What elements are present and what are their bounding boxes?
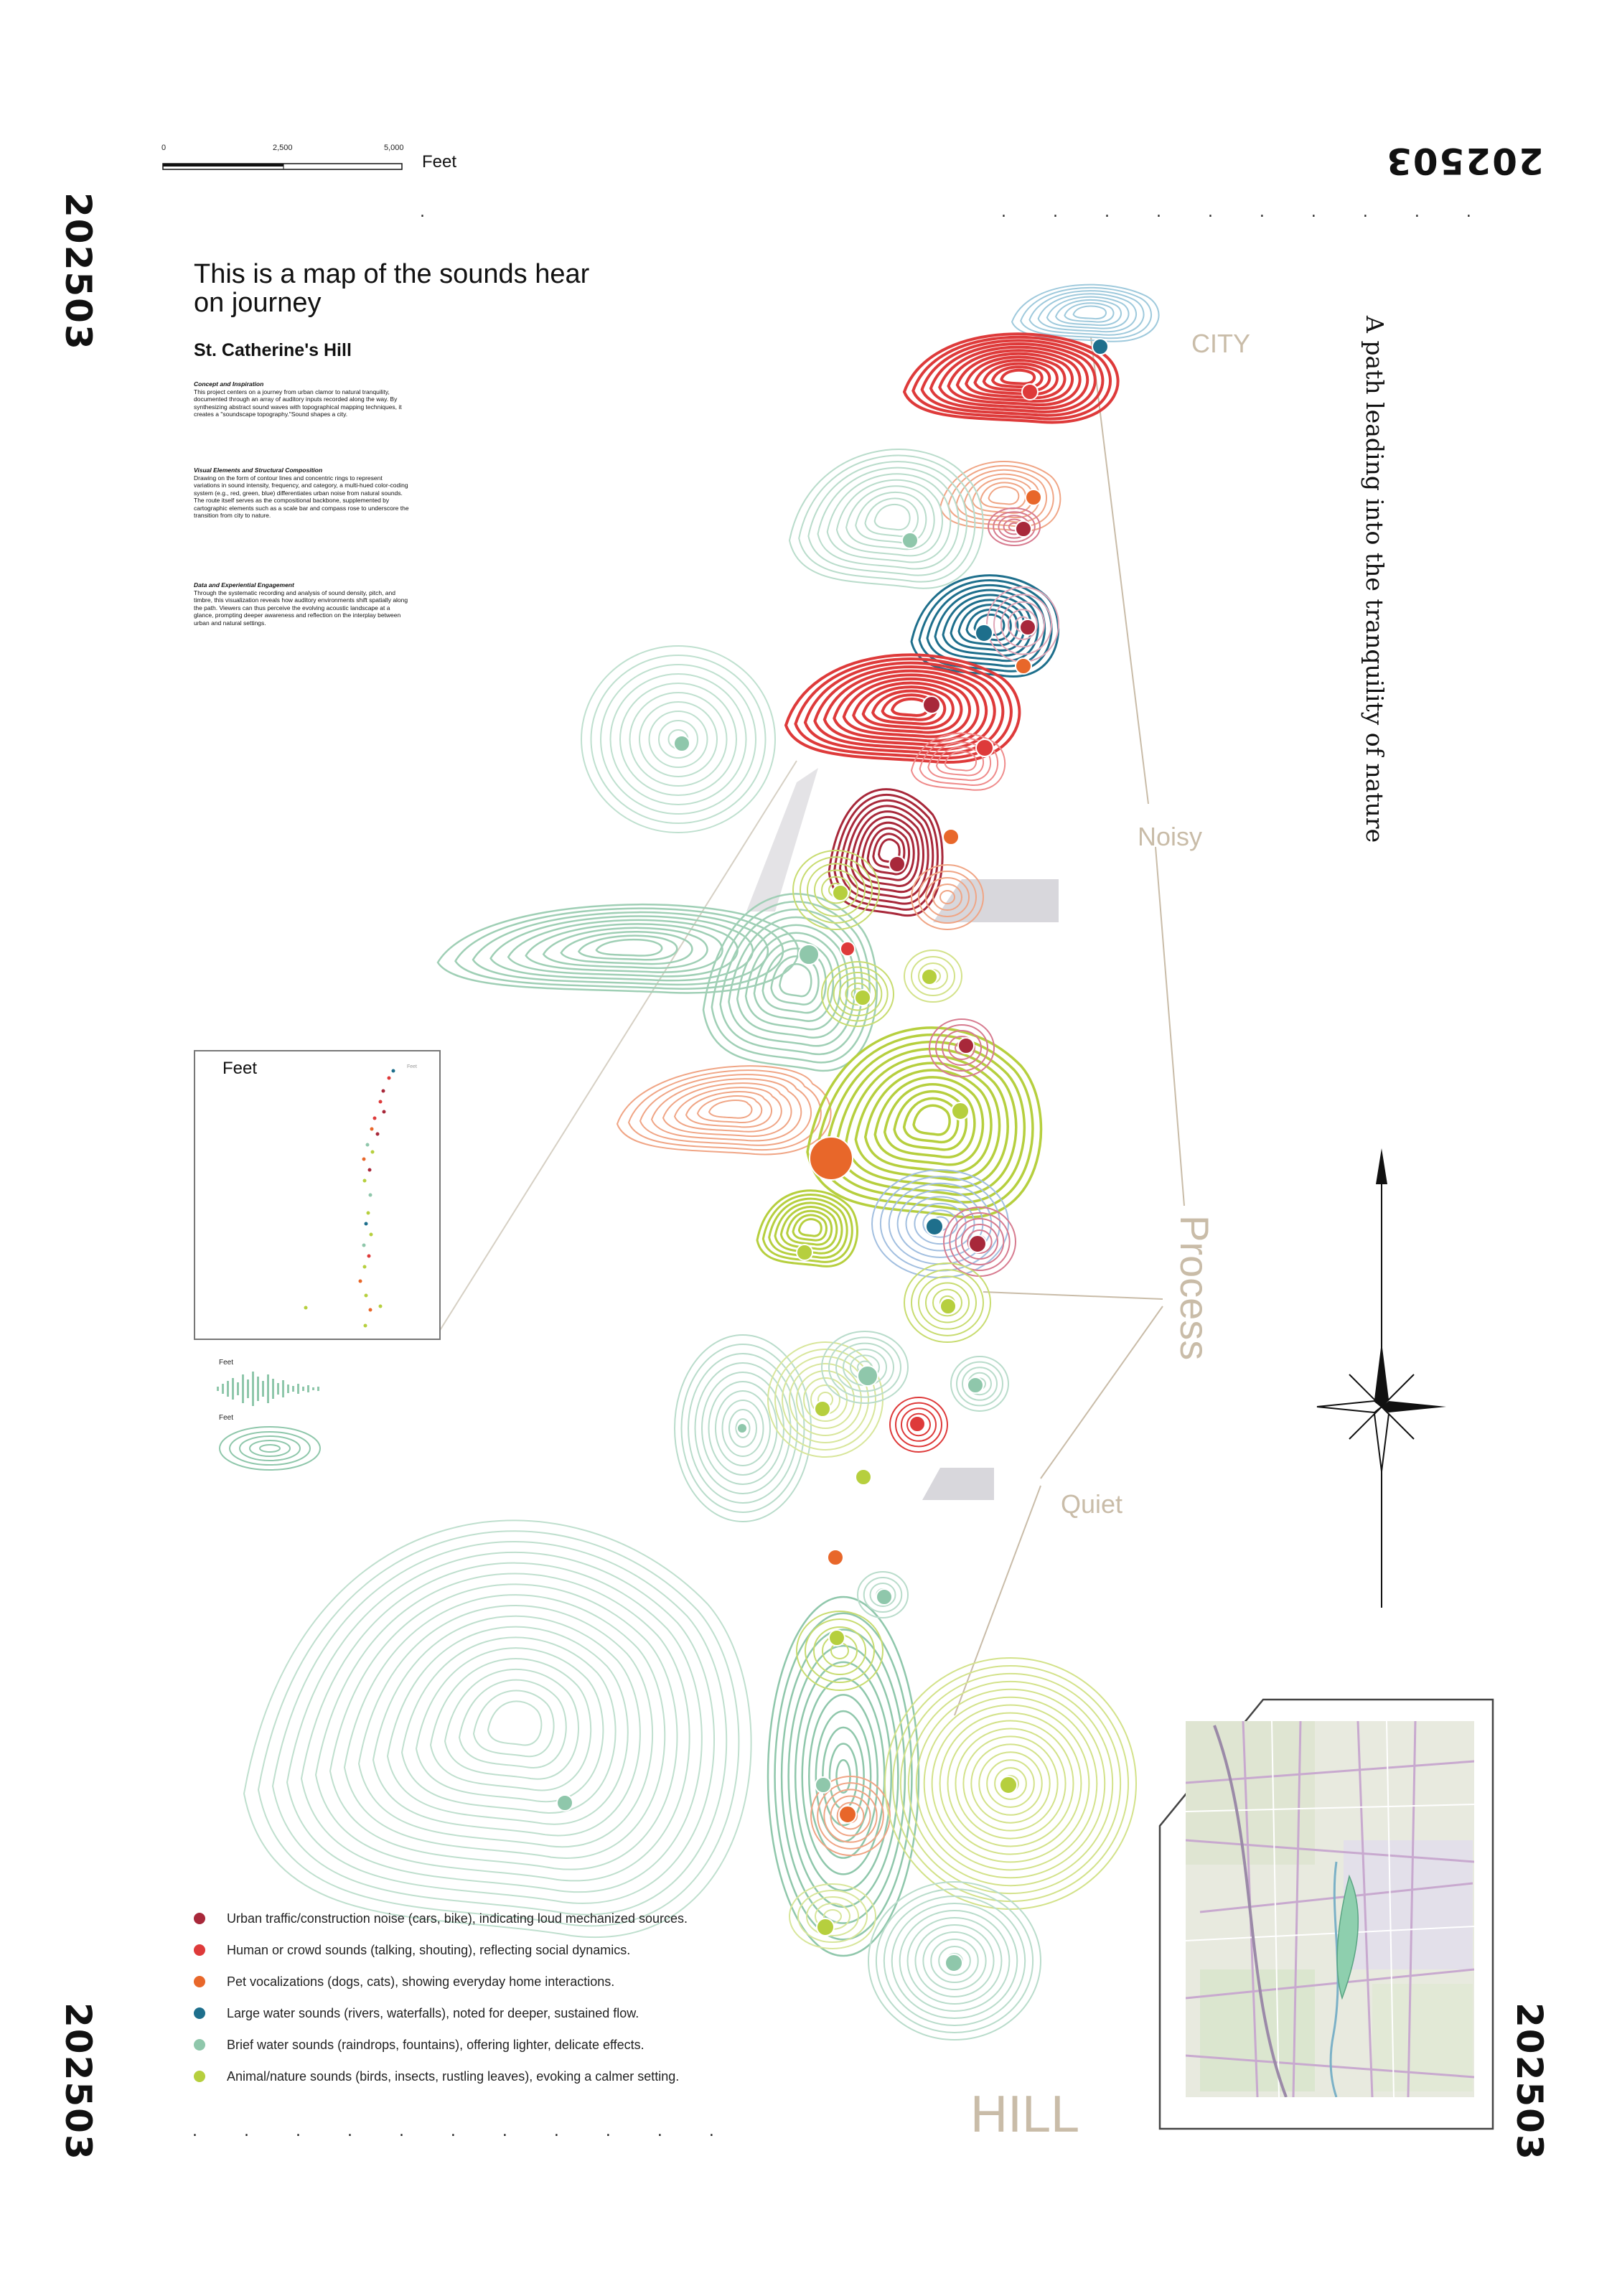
sound-point — [967, 1377, 983, 1393]
contour-ring — [789, 449, 983, 589]
sound-point — [799, 945, 819, 965]
inset-corner-label: Feet — [407, 1064, 418, 1069]
dot-row-bottom-left: . . . . . . . . . . . — [192, 2122, 735, 2140]
wave-bar — [217, 1387, 219, 1391]
contour-ring — [782, 1356, 868, 1443]
wave-bar — [297, 1384, 299, 1394]
inset-point — [369, 1194, 372, 1197]
wave-bar — [257, 1377, 259, 1401]
section-3-body: Through the systematic recording and analysis of sound density, pitch, and timbre, this visualization reveals how auditory environments shift spatially along the path. Viewers can thus perceive the evolving acoustic landscape at a glance, prompting deeper awareness and reflection on the interplay between urban and natural settings. — [194, 589, 408, 627]
legend-text-large-water: Large water sounds (rivers, waterfalls), noted for deeper, sustained flow. — [227, 2005, 639, 2020]
map-subtitle: St. Catherine's Hill — [194, 340, 352, 360]
contour-ring — [416, 1648, 603, 1801]
code-stamp-bottom-left: 202503 — [57, 2002, 99, 2161]
wave-bar — [312, 1387, 314, 1390]
inset-point — [364, 1324, 367, 1328]
inset-point — [369, 1308, 372, 1312]
sound-point — [737, 1423, 747, 1433]
inset-point — [367, 1212, 370, 1215]
wave-bar — [247, 1379, 249, 1398]
contour-ring — [316, 1574, 690, 1881]
contour-ring — [989, 487, 1019, 504]
contour-pet-band — [617, 1066, 831, 1154]
contour-pale-blue-city — [1012, 285, 1159, 342]
route-line — [1091, 337, 1148, 804]
contour-ring — [438, 904, 798, 993]
route-line — [1156, 847, 1184, 1206]
reference-street-map — [1157, 1697, 1496, 2132]
sound-point — [815, 1401, 830, 1417]
wave-bar — [287, 1384, 289, 1393]
legend-swatch-brief-water — [194, 2039, 205, 2051]
legend-text-urban: Urban traffic/construction noise (cars, bike), indicating loud mechanized sources. — [227, 1911, 688, 1926]
inset-point — [359, 1280, 362, 1283]
inset-point — [382, 1090, 385, 1093]
sound-point — [922, 969, 937, 985]
contour-ring — [543, 928, 707, 968]
inset-point — [362, 1244, 366, 1247]
inset-point — [362, 1158, 366, 1161]
sound-point — [902, 533, 918, 548]
sound-point — [940, 1298, 956, 1314]
route-line — [983, 1292, 1163, 1299]
inset-point — [367, 1255, 371, 1258]
contour-ring — [914, 1105, 950, 1135]
inset-point — [363, 1265, 367, 1269]
contour-water-brief-upper — [789, 449, 983, 589]
legend-item-large-water — [194, 2002, 639, 2024]
contour-ring — [488, 1701, 541, 1745]
sound-point — [858, 1366, 878, 1386]
wave-bar — [272, 1379, 274, 1399]
inset-point — [365, 1294, 368, 1298]
sound-point — [674, 736, 690, 751]
contour-ring — [885, 1084, 975, 1158]
sound-point — [958, 1038, 974, 1054]
wave-bar — [252, 1372, 254, 1406]
sound-point — [1000, 1776, 1017, 1794]
sound-point — [797, 1245, 812, 1260]
contour-ring — [675, 1087, 782, 1132]
inset-connector-line — [439, 761, 797, 1331]
legend-swatch-nature — [194, 2071, 205, 2082]
legend-text-pet: Pet vocalizations (dogs, cats), showing everyday home interactions. — [227, 1974, 615, 1989]
dot-row-top-right: . . . . . . . . . . — [1001, 203, 1492, 221]
inset-point — [370, 1233, 373, 1237]
contour-ring — [779, 964, 811, 996]
legend-swatch-urban — [194, 1913, 205, 1924]
inset-point — [371, 1151, 375, 1154]
wave-bar — [282, 1380, 284, 1397]
route-label-process: Process — [1172, 1215, 1217, 1361]
route-label-quiet: Quiet — [1061, 1489, 1123, 1519]
contour-ring — [1074, 306, 1106, 319]
legend-item-urban — [194, 1908, 688, 1929]
sound-point — [945, 1954, 962, 1972]
sound-point — [943, 829, 959, 845]
contour-ring — [799, 1219, 821, 1236]
map-title: This is a map of the sounds hear on journey — [194, 259, 590, 318]
sound-point — [1016, 658, 1031, 674]
route-label-hill: HILL — [970, 2086, 1080, 2143]
sound-wave-icon — [215, 1367, 330, 1410]
dot-row-top-left: . — [420, 203, 446, 221]
inset-point — [392, 1069, 395, 1073]
sound-point — [839, 1806, 856, 1823]
legend-item-pet — [194, 1971, 614, 1992]
wave-bar — [227, 1381, 229, 1397]
sound-point — [975, 624, 993, 642]
wave-bar — [237, 1382, 239, 1395]
section-2-heading: Visual Elements and Structural Composition — [194, 467, 323, 474]
sound-point — [926, 1218, 943, 1235]
scale-tick-2500: 2,500 — [273, 144, 293, 152]
wave-bar — [307, 1385, 309, 1392]
contour-rings-icon — [215, 1423, 330, 1473]
legend-item-brief-water — [194, 2034, 645, 2056]
legend-item-human — [194, 1939, 630, 1961]
inset-point — [379, 1100, 383, 1104]
route-line — [955, 1486, 1041, 1715]
sound-point — [952, 1102, 969, 1120]
inset-point — [365, 1222, 368, 1226]
inset-point — [379, 1305, 383, 1308]
sound-point — [856, 1469, 871, 1485]
code-stamp-top-right: 202503 — [1385, 140, 1544, 182]
legend-swatch-large-water — [194, 2007, 205, 2019]
wave-bar — [292, 1386, 294, 1392]
contour-ring — [1047, 297, 1129, 329]
legend-text-brief-water: Brief water sounds (raindrops, fountains), offering lighter, delicate effects. — [227, 2037, 645, 2052]
inset-point — [363, 1179, 367, 1183]
wave-legend-label: Feet — [219, 1359, 234, 1367]
contour-ring — [754, 941, 833, 1021]
sound-point — [815, 1777, 831, 1793]
contour-ring — [846, 486, 934, 549]
inset-point — [366, 1143, 370, 1147]
sound-point — [829, 1630, 845, 1646]
wave-bar — [302, 1387, 304, 1391]
sound-point — [1016, 521, 1031, 537]
section-1-body: This project centers on a journey from urban clamor to natural tranquility, documented through an array of auditory inputs recorded along the way. By synthesizing abstract sound waves with topographical mapping techniques, it creates a "soundscape topography."Sound shapes a city. — [194, 388, 402, 418]
wave-bar — [242, 1374, 244, 1403]
inset-point — [373, 1117, 377, 1120]
contour-ring — [445, 1669, 578, 1779]
sound-point — [909, 1416, 925, 1432]
wave-bar — [317, 1387, 319, 1391]
route-label-noisy: Noisy — [1138, 822, 1203, 851]
wave-bar — [222, 1384, 224, 1394]
route-label-city: CITY — [1191, 329, 1251, 358]
inset-scatter — [195, 1051, 439, 1339]
section-1-heading: Concept and Inspiration — [194, 380, 264, 388]
contour-ring — [244, 1520, 751, 1937]
contour-legend-label: Feet — [219, 1414, 234, 1422]
contour-ring — [258, 1531, 739, 1926]
scale-tick-5000: 5,000 — [384, 144, 404, 152]
legend-text-nature: Animal/nature sounds (birds, insects, rustling leaves), evoking a calmer setting. — [227, 2068, 680, 2084]
section-3-heading: Data and Experiential Engagement — [194, 581, 294, 589]
compass-rose-icon — [1310, 1141, 1453, 1615]
inset-point — [370, 1128, 374, 1131]
contour-ring — [596, 940, 662, 955]
inset-point — [376, 1133, 380, 1136]
sound-point — [833, 885, 848, 901]
sound-point — [1022, 384, 1038, 400]
contour-ring — [875, 505, 910, 530]
scale-tick-0: 0 — [161, 144, 167, 152]
sound-point — [828, 1550, 843, 1565]
legend-swatch-human — [194, 1944, 205, 1956]
wave-bar — [267, 1374, 269, 1403]
legend-text-human: Human or crowd sounds (talking, shouting), reflecting social dynamics. — [227, 1942, 631, 1957]
sound-point — [810, 1137, 853, 1180]
contour-ring — [709, 1100, 752, 1118]
sound-point — [855, 990, 871, 1006]
sound-point — [1026, 489, 1041, 505]
sound-point — [976, 739, 993, 756]
inset-point — [304, 1306, 308, 1310]
sound-point — [840, 942, 855, 956]
wave-bar — [232, 1378, 234, 1400]
sound-point — [889, 856, 905, 872]
contour-ring — [805, 1619, 874, 1682]
inset-scatter-panel — [194, 1050, 441, 1340]
sound-point — [1092, 339, 1108, 355]
sound-point — [876, 1589, 892, 1605]
sound-point — [969, 1235, 986, 1252]
scale-unit: Feet — [422, 152, 457, 172]
section-2-body: Drawing on the form of contour lines and concentric rings to represent variations in sound intensity, frequency, and category, a multi-hued color-coding system (e.g., red, green, blue) differentiates urban noise from natural sounds. The route itself serves as the compositional backbone, supplemented by cartographic elements such as a scale bar and compass rose to underscore the transition from city to nature. — [194, 474, 409, 519]
code-stamp-top-left: 202503 — [57, 192, 99, 351]
inset-title: Feet — [222, 1059, 258, 1078]
contour-water-brief-wide — [438, 904, 798, 993]
contour-ring — [1001, 370, 1034, 384]
legend-item-nature — [194, 2066, 679, 2087]
inset-point — [368, 1168, 372, 1172]
code-stamp-bottom-right: 202503 — [1509, 2002, 1550, 2161]
contour-water-brief-huge — [244, 1520, 751, 1937]
sound-point — [817, 1918, 834, 1936]
route-line — [1041, 1306, 1163, 1479]
sound-point — [1020, 619, 1036, 635]
route-segment-shade — [922, 1468, 994, 1500]
inset-point — [383, 1110, 386, 1114]
inset-point — [388, 1077, 391, 1080]
sound-point — [923, 696, 940, 713]
contour-human-city — [904, 334, 1118, 422]
wave-bar — [277, 1383, 279, 1395]
legend-swatch-pet — [194, 1976, 205, 1987]
tagline: A path leading into the tranquility of nature — [1361, 316, 1389, 843]
sound-point — [557, 1795, 573, 1811]
wave-bar — [262, 1381, 264, 1397]
contour-ring — [388, 1627, 628, 1824]
